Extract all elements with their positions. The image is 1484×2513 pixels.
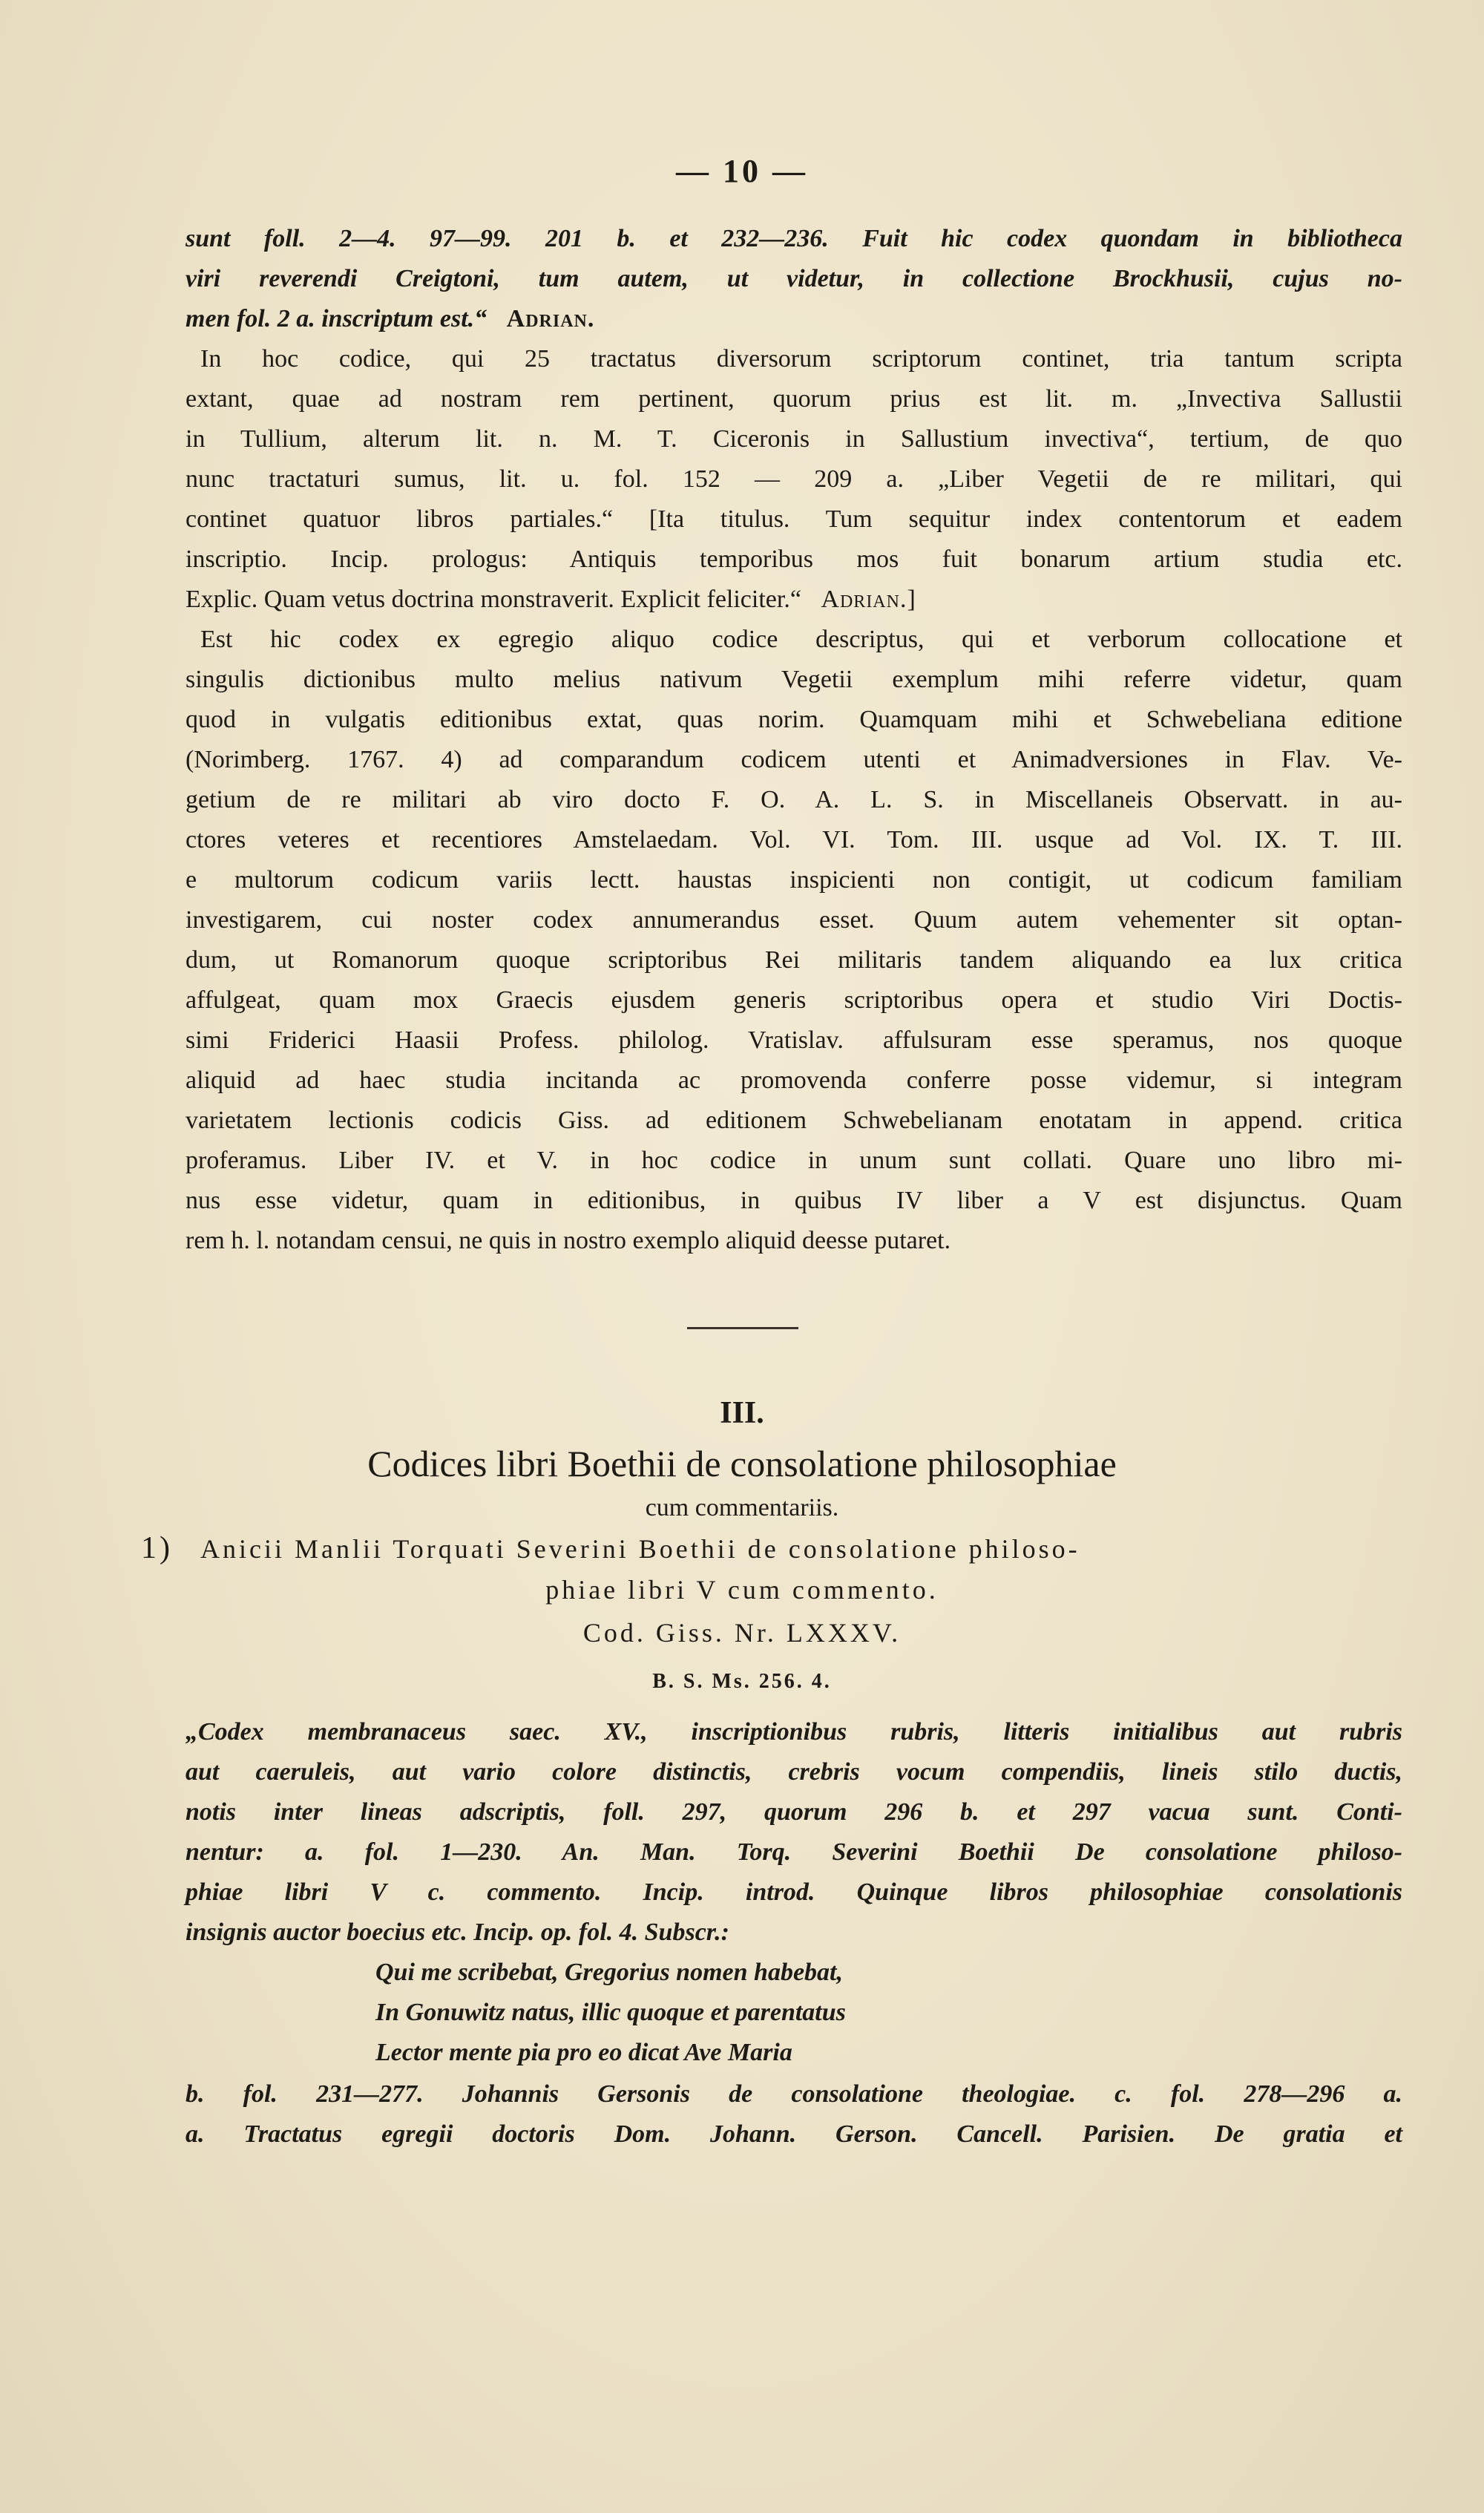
text-line: continet quatuor libros partiales.“ [Ita titulus. Tum sequitur index contentorum et eadem (186, 505, 1402, 533)
text-line: singulis dictionibus multo melius nativum Vegetii exemplum mihi referre videtur, quam (186, 666, 1402, 693)
shelfmark: B. S. Ms. 256. 4. (652, 1670, 832, 1693)
text-line: getium de re militari ab viro docto F. O. A. L. S. in Miscellaneis Observatt. in au- (186, 786, 1402, 813)
text-line: viri reverendi Creigtoni, tum autem, ut videtur, in collectione Brockhusii, cujus no- (186, 265, 1402, 292)
text-line: phiae libri V c. commento. Incip. introd. Quinque libros philosophiae consolationis (186, 1878, 1402, 1906)
text-line: aliquid ad haec studia incitanda ac promovenda conferre posse videmur, si integram (186, 1067, 1402, 1094)
text-line: insignis auctor boecius etc. Incip. op. fol. 4. Subscr.: (186, 1919, 729, 1946)
text-line: inscriptio. Incip. prologus: Antiquis temporibus mos fuit bonarum artium studia etc. (186, 545, 1402, 573)
text-line: aut caeruleis, aut vario colore distinctis, crebris vocum compendiis, lineis stilo ductis, (186, 1758, 1402, 1786)
verse-line: In Gonuwitz natus, illic quoque et parentatus (375, 1999, 846, 2026)
text-line: rem h. l. notandam censui, ne quis in nostro exemplo aliquid deesse putaret. (186, 1227, 951, 1254)
text-line: nus esse videtur, quam in editionibus, in quibus IV liber a V est disjunctus. Quam (186, 1187, 1402, 1214)
entry-title-line (141, 1532, 1080, 1565)
entry-title-text: Anicii Manlii Torquati Severini Boethii de consolatione philoso- (200, 1534, 1080, 1564)
section-title: Codices libri Boethii de consolatione philosophiae (367, 1443, 1117, 1484)
entry-title-line: phiae libri V cum commento. (545, 1575, 939, 1605)
text-line: proferamus. Liber IV. et V. in hoc codice in unum sunt collati. Quare uno libro mi- (186, 1147, 1402, 1174)
section-divider (687, 1327, 798, 1329)
text-line: notis inter lineas adscriptis, foll. 297, quorum 296 b. et 297 vacua sunt. Conti- (186, 1798, 1402, 1826)
text-line: In hoc codice, qui 25 tractatus diversorum scriptorum continet, tria tantum scripta (200, 345, 1402, 373)
text-line (186, 304, 594, 334)
text-line: b. fol. 231—277. Johannis Gersonis de consolatione theologiae. c. fol. 278—296 a. (186, 2080, 1402, 2108)
text-fragment: men fol. 2 a. inscriptum est.“ (186, 305, 487, 332)
author-signature: Adrian. (506, 305, 595, 332)
text-line: e multorum codicum variis lectt. haustas inspicienti non contigit, ut codicum familiam (186, 866, 1402, 894)
text-line: investigarem, cui noster codex annumerandus esset. Quum autem vehementer sit optan- (186, 906, 1402, 934)
text-line: simi Friderici Haasii Profess. philolog. Vratislav. affulsuram esse speramus, nos quoque (186, 1026, 1402, 1054)
text-fragment: Explic. Quam vetus doctrina monstraverit. Explicit feliciter.“ (186, 586, 801, 613)
text-line: affulgeat, quam mox Graecis ejusdem generis scriptoribus opera et studio Viri Doctis- (186, 986, 1402, 1014)
entry-number: 1) (141, 1531, 173, 1565)
section-subtitle: cum commentariis. (645, 1494, 839, 1521)
text-line: Est hic codex ex egregio aliquo codice descriptus, qui et verborum collocatione et (200, 626, 1402, 653)
text-line: in Tullium, alterum lit. n. M. T. Ciceronis in Sallustium invectiva“, tertium, de quo (186, 425, 1402, 453)
text-line: a. Tractatus egregii doctoris Dom. Johann. Gerson. Cancell. Parisien. De gratia et (186, 2120, 1402, 2148)
text-line: sunt foll. 2—4. 97—99. 201 b. et 232—236. Fuit hic codex quondam in bibliotheca (186, 225, 1402, 252)
section-numeral: III. (720, 1396, 764, 1430)
codex-identifier: Cod. Giss. Nr. LXXXV. (582, 1618, 902, 1648)
text-line: varietatem lectionis codicis Giss. ad editionem Schwebelianam enotatam in append. critica (186, 1107, 1402, 1134)
text-line: dum, ut Romanorum quoque scriptoribus Rei militaris tandem aliquando ea lux critica (186, 946, 1402, 974)
author-signature: Adrian.] (821, 586, 916, 613)
text-line: extant, quae ad nostram rem pertinent, quorum prius est lit. m. „Invectiva Sallustii (186, 385, 1402, 413)
verse-line: Lector mente pia pro eo dicat Ave Maria (375, 2039, 792, 2066)
text-line (186, 585, 916, 615)
page-number: — 10 — (676, 153, 808, 189)
text-line: nentur: a. fol. 1—230. An. Man. Torq. Severini Boethii De consolatione philoso- (186, 1838, 1402, 1866)
text-line: ctores veteres et recentiores Amstelaedam. Vol. VI. Tom. III. usque ad Vol. IX. T. III. (186, 826, 1402, 853)
text-line: „Codex membranaceus saec. XV., inscriptionibus rubris, litteris initialibus aut rubris (186, 1718, 1402, 1746)
text-line: nunc tractaturi sumus, lit. u. fol. 152 — 209 a. „Liber Vegetii de re militari, qui (186, 465, 1402, 493)
verse-line: Qui me scribebat, Gregorius nomen habebat, (375, 1959, 843, 1986)
text-line: (Norimberg. 1767. 4) ad comparandum codicem utenti et Animadversiones in Flav. Ve- (186, 746, 1402, 773)
text-line: quod in vulgatis editionibus extat, quas norim. Quamquam mihi et Schwebeliana editione (186, 706, 1402, 733)
